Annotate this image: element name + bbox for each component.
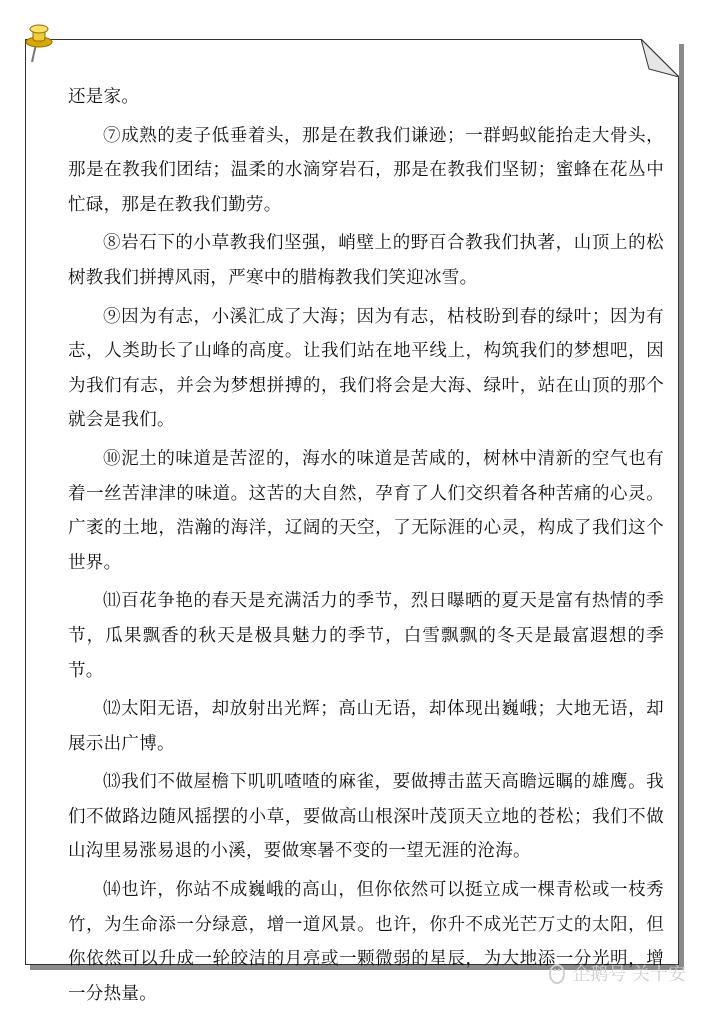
paragraph-9: ⑨因为有志，小溪汇成了大海；因为有志，枯枝盼到春的绿叶；因为有志，人类助长了山峰的高度。让我们站在地平线上，构筑我们的梦想吧，因为我们有志，并会为梦想拼搏的，我们将会是大海、绿叶，站在山顶的那个就会是我们。 [68,306,664,431]
document-body [68,80,664,1015]
page-fold-icon [641,39,679,77]
thumbtack-icon [22,22,56,64]
watermark [546,960,686,986]
paragraph-continuation: 还是家。 [68,87,140,107]
paragraph-12: ⑿太阳无语，却放射出光辉；高山无语，却体现出巍峨；大地无语，却展示出广博。 [68,699,664,754]
paragraph-8: ⑧岩石下的小草教我们坚强，峭壁上的野百合教我们执著，山顶上的松树教我们拼搏风雨，严寒中的腊梅教我们笑迎冰雪。 [68,233,664,288]
paragraph-11: ⑾百花争艳的春天是充满活力的季节，烈日曝晒的夏天是富有热情的季节，瓜果飘香的秋天是极具魅力的季节，白雪飘飘的冬天是最富遐想的季节。 [68,591,664,681]
paragraph-7: ⑦成熟的麦子低垂着头，那是在教我们谦逊；一群蚂蚁能抬走大骨头，那是在教我们团结；温柔的水滴穿岩石，那是在教我们坚韧；蜜蜂在花丛中忙碌，那是在教我们勤劳。 [68,125,664,215]
paragraph-14: ⒁也许，你站不成巍峨的高山，但你依然可以挺立成一棵青松或一枝秀竹，为生命添一分绿意，增一道风景。也许，你升不成光芒万丈的太阳，但你依然可以升成一轮皎洁的月亮或一颗微弱的星辰，为大地添一分光明，增一分热量。 [68,880,664,1004]
penguin-logo-icon [546,962,568,984]
paragraph-10: ⑩泥土的味道是苦涩的，海水的味道是苦咸的，树林中清新的空气也有着一丝苦津津的味道。这苦的大自然，孕育了人们交织着各种苦痛的心灵。广袤的土地，浩瀚的海洋，辽阔的天空，了无际涯的心灵，构成了我们这个世界。 [68,448,664,573]
watermark-text: 企鹅号 关十安 [572,964,686,985]
paragraph-13: ⒀我们不做屋檐下叽叽喳喳的麻雀，要做搏击蓝天高瞻远瞩的雄鹰。我们不做路边随风摇摆的小草，要做高山根深叶茂顶天立地的苍松；我们不做山沟里易涨易退的小溪，要做寒暑不变的一望无涯的沧海。 [68,772,664,862]
